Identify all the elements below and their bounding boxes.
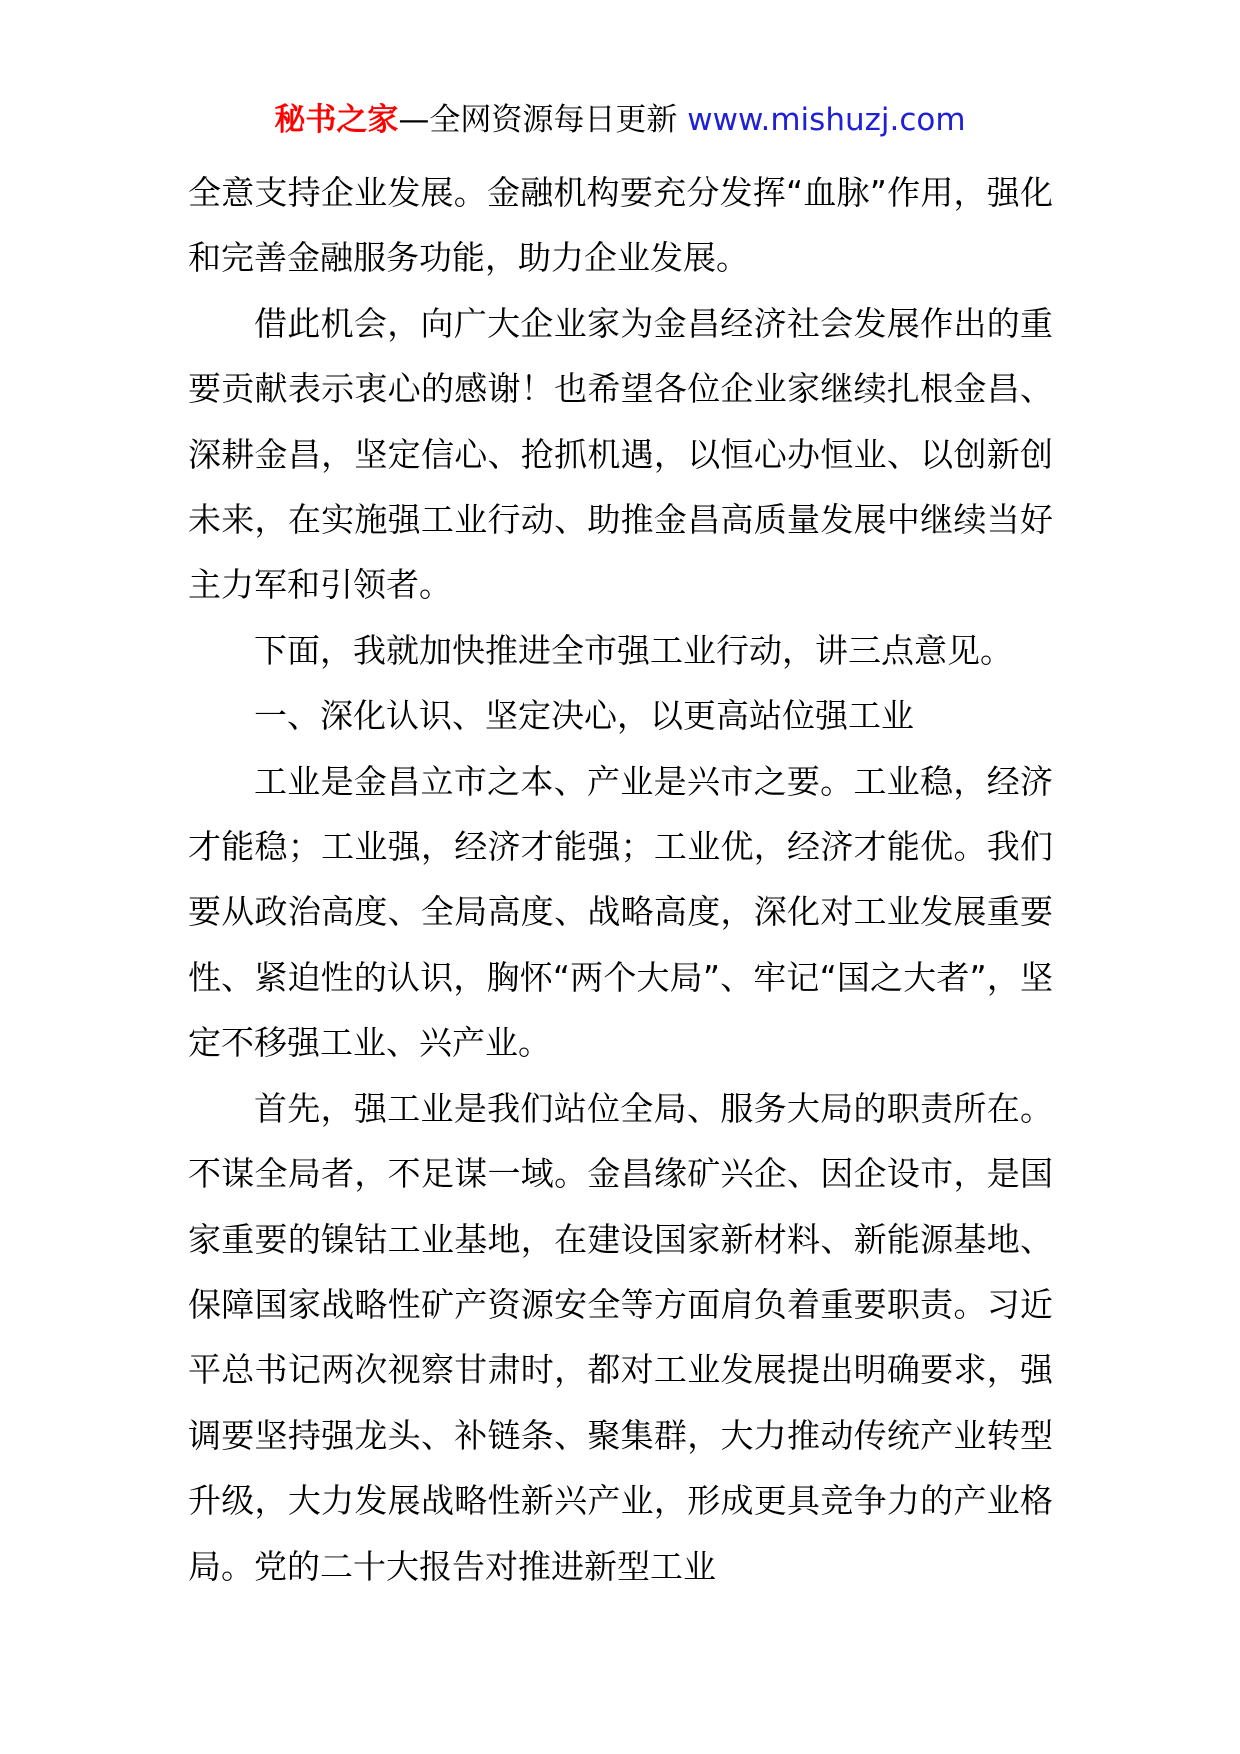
site-slogan: —全网资源每日更新: [398, 102, 688, 138]
site-url-link[interactable]: www.mishuzj.com: [687, 102, 966, 138]
document-body: [188, 160, 1053, 1599]
paragraph-industry: 工业是金昌立市之本、产业是兴市之要。工业稳，经济才能稳；工业强，经济才能强；工业优，经济才能优。我们要从政治高度、全局高度、战略高度，深化对工业发展重要性、紧迫性的认识，胸怀“两个大局”、牢记“国之大者”，坚定不移强工业、兴产业。: [188, 761, 1053, 1063]
section-heading: 一、深化认识、坚定决心，以更高站位强工业: [254, 696, 914, 736]
paragraph-first-point: 首先，强工业是我们站位全局、服务大局的职责所在。不谋全局者，不足谋一域。金昌缘矿兴企、因企设市，是国家重要的镍钴工业基地，在建设国家新材料、新能源基地、保障国家战略性矿产资源安全等方面肩负着重要职责。习近平总书记两次视察甘肃时，都对工业发展提出明确要求，强调要坚持强龙头、补链条、聚集群，大力推动传统产业转型升级，大力发展战略性新兴产业，形成更具竞争力的产业格局。党的二十大报告对推进新型工业: [188, 1088, 1053, 1586]
site-brand: 秘书之家: [274, 102, 399, 138]
site-header: [0, 98, 1240, 142]
paragraph-continuation: 全意支持企业发展。金融机构要充分发挥“血脉”作用，强化和完善金融服务功能，助力企业发展。: [188, 173, 1053, 278]
paragraph-thanks: 借此机会，向广大企业家为金昌经济社会发展作出的重要贡献表示衷心的感谢！也希望各位企业家继续扎根金昌、深耕金昌，坚定信心、抢抓机遇，以恒心办恒业、以创新创未来，在实施强工业行动、助推金昌高质量发展中继续当好主力军和引领者。: [188, 303, 1053, 605]
paragraph-intro: 下面，我就加快推进全市强工业行动，讲三点意见。: [254, 630, 1013, 670]
